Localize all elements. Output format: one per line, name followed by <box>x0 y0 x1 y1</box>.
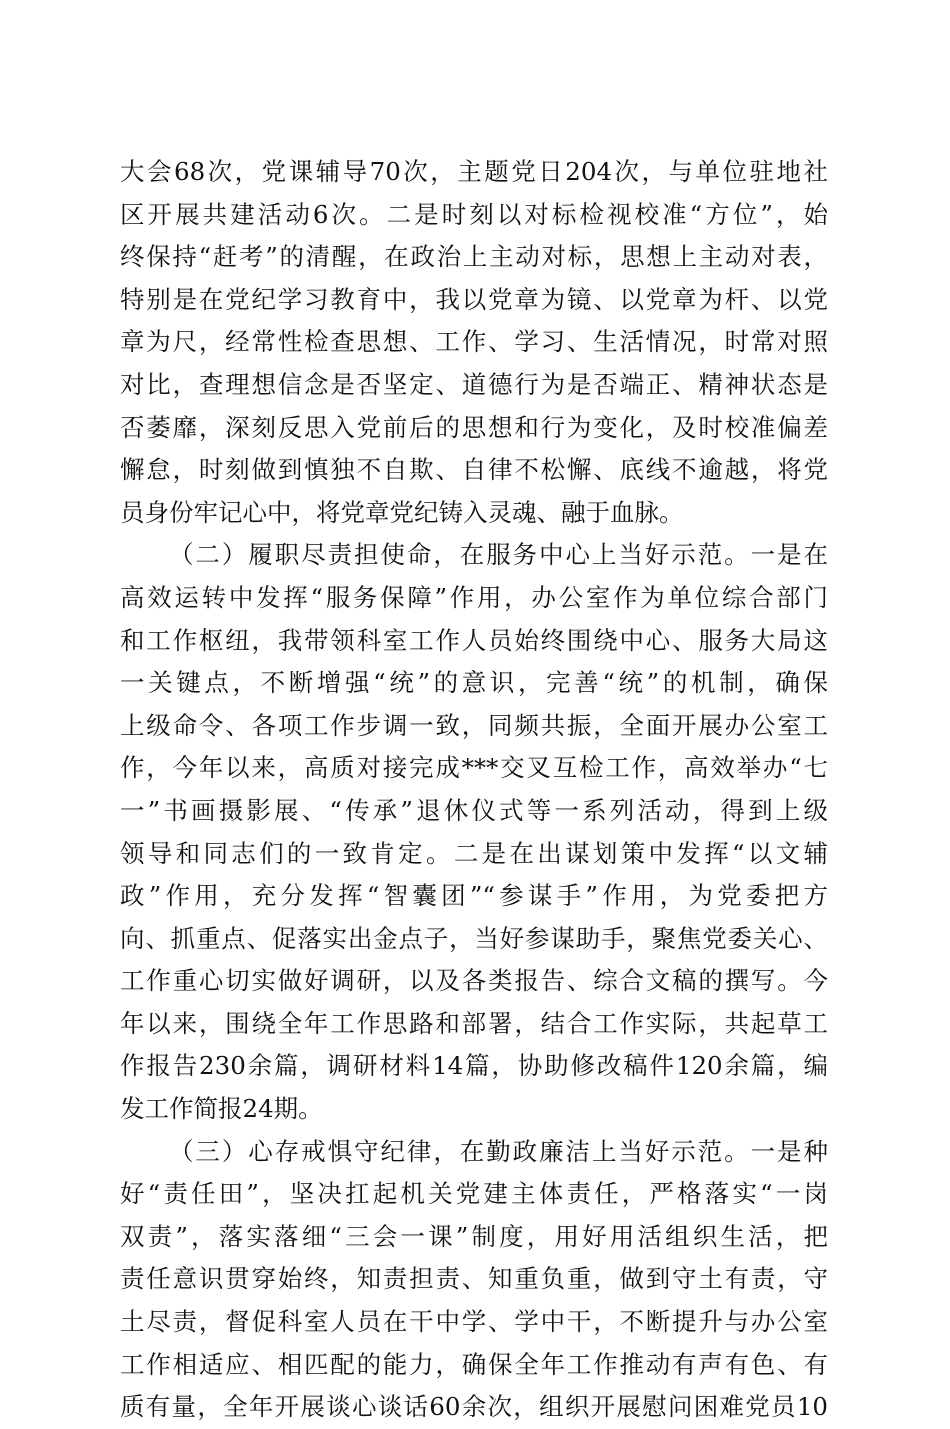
p3-line-2: 好“责任田”，坚决扛起机关党建主体责任，严格落实“一岗 <box>120 1179 828 1209</box>
p1-line-8: 懈怠，时刻做到慎独不自欺、自律不松懈、底线不逾越，将党 <box>120 455 828 485</box>
p2-line-4: 一关键点，不断增强“统”的意识，完善“统”的机制，确保 <box>120 668 828 698</box>
p2-line-1: （二）履职尽责担使命，在服务中心上当好示范。一是在 <box>169 540 828 570</box>
p3-line-1: （三）心存戒惧守纪律，在勤政廉洁上当好示范。一是种 <box>169 1136 828 1166</box>
p3-line-7: 质有量，全年开展谈心谈话60余次，组织开展慰问困难党员10 <box>120 1392 828 1422</box>
p3-line-5: 土尽责，督促科室人员在干中学、学中干，不断提升与办公室 <box>120 1307 828 1337</box>
p2-line-11: 工作重心切实做好调研，以及各类报告、综合文稿的撰写。今 <box>120 966 828 996</box>
p1-line-5: 章为尺，经常性检查思想、工作、学习、生活情况，时常对照 <box>120 327 828 357</box>
p1-line-4: 特别是在党纪学习教育中，我以党章为镜、以党章为杆、以党 <box>120 284 828 314</box>
p2-line-14: 发工作简报24期。 <box>120 1094 323 1124</box>
p2-line-3: 和工作枢纽，我带领科室工作人员始终围绕中心、服务大局这 <box>120 625 828 655</box>
p2-line-8: 领导和同志们的一致肯定。二是在出谋划策中发挥“以文辅 <box>120 838 828 868</box>
p2-line-6: 作，今年以来，高质对接完成***交叉互检工作，高效举办“七 <box>120 753 828 783</box>
document-body <box>120 151 828 1429</box>
p3-line-4: 责任意识贯穿始终，知责担责、知重负重，做到守土有责，守 <box>120 1264 828 1294</box>
p3-line-6: 工作相适应、相匹配的能力，确保全年工作推动有声有色、有 <box>120 1349 828 1379</box>
p2-line-7: 一”书画摄影展、“传承”退休仪式等一系列活动，得到上级 <box>120 795 828 825</box>
p1-line-2: 区开展共建活动6次。二是时刻以对标检视校准“方位”，始 <box>120 199 828 229</box>
p1-line-3: 终保持“赶考”的清醒，在政治上主动对标，思想上主动对表， <box>120 242 828 272</box>
p1-line-9: 员身份牢记心中，将党章党纪铸入灵魂、融于血脉。 <box>120 497 684 527</box>
p2-line-5: 上级命令、各项工作步调一致，同频共振，全面开展办公室工 <box>120 710 828 740</box>
p1-line-6: 对比，查理想信念是否坚定、道德行为是否端正、精神状态是 <box>120 369 828 399</box>
p2-line-13: 作报告230余篇，调研材料14篇，协助修改稿件120余篇，编 <box>120 1051 828 1081</box>
p2-line-12: 年以来，围绕全年工作思路和部署，结合工作实际，共起草工 <box>120 1008 828 1038</box>
p2-line-9: 政”作用，充分发挥“智囊团”“参谋手”作用，为党委把方 <box>120 881 828 911</box>
p2-line-2: 高效运转中发挥“服务保障”作用，办公室作为单位综合部门 <box>120 582 828 612</box>
p1-line-1: 大会68次，党课辅导70次，主题党日204次，与单位驻地社 <box>120 157 828 186</box>
p2-line-10: 向、抓重点、促落实出金点子，当好参谋助手，聚焦党委关心、 <box>120 923 828 953</box>
p3-line-3: 双责”，落实落细“三会一课”制度，用好用活组织生活，把 <box>120 1221 828 1251</box>
p1-line-7: 否萎靡，深刻反思入党前后的思想和行为变化，及时校准偏差 <box>120 412 828 442</box>
